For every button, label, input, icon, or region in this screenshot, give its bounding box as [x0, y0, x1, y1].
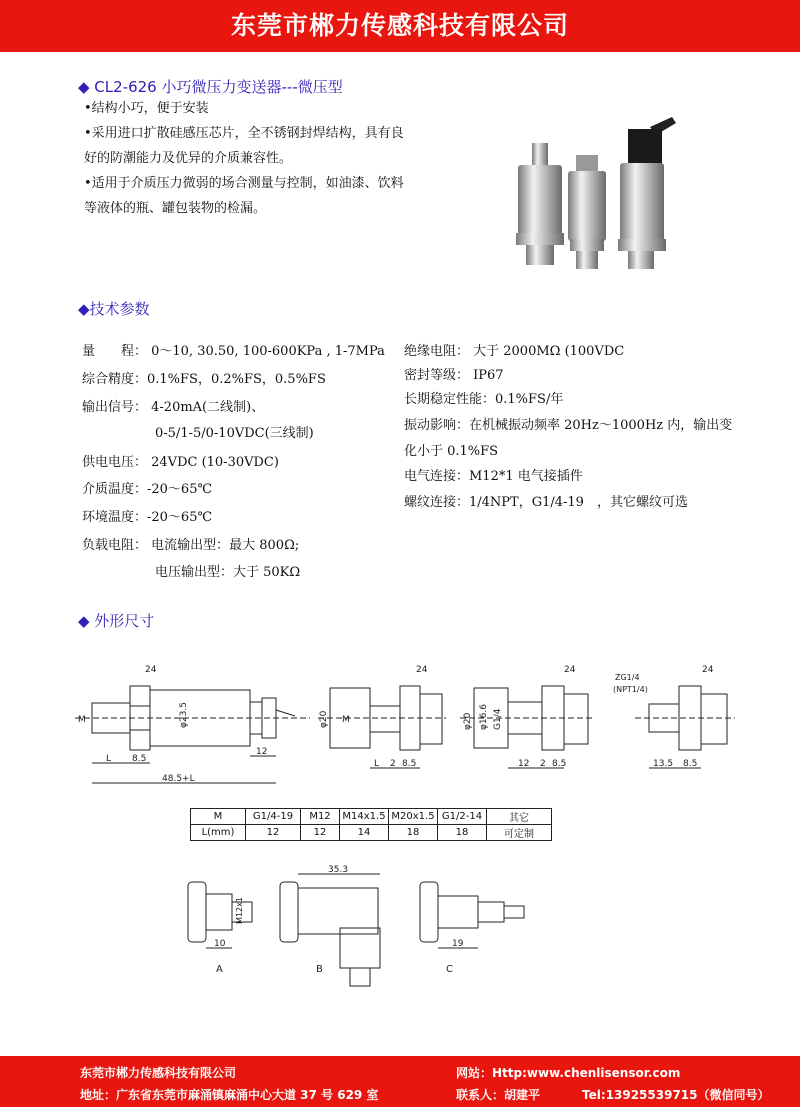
- svg-text:M: M: [78, 715, 86, 725]
- spec-accuracy: 综合精度：0.1%FS，0.2%FS，0.5%FS: [82, 372, 326, 387]
- spec-insulation: 绝缘电阻： 大于 2000MΩ (100VDC: [404, 344, 625, 359]
- feature-line: 好的防潮能力及优异的介质兼容性。: [84, 151, 293, 166]
- table-cell: 12: [301, 825, 340, 841]
- feature-list: [84, 96, 404, 221]
- spec-output-voltage: 0-5/1-5/0-10VDC(三线制): [155, 426, 314, 441]
- spec-vibration-2: 化小于 0.1%FS: [404, 444, 499, 459]
- connector-drawings: [180, 862, 560, 1006]
- spec-ambient-temp: 环境温度：-20～65℃: [82, 510, 213, 525]
- table-cell: M14x1.5: [340, 809, 389, 825]
- table-cell: 18: [438, 825, 487, 841]
- svg-text:M12x1: M12x1: [235, 897, 244, 924]
- dim-drawing-1: [70, 658, 330, 802]
- svg-text:M: M: [342, 715, 350, 725]
- feature-line: 等液体的瓶、罐包装物的检漏。: [84, 201, 267, 216]
- table-cell: 可定制: [487, 825, 552, 841]
- spec-stability: 长期稳定性能：0.1%FS/年: [404, 392, 564, 407]
- svg-text:φ20: φ20: [463, 712, 473, 730]
- svg-text:35.3: 35.3: [328, 865, 349, 875]
- spec-range: 量 程： 0～10, 30.50, 100-600KPa , 1-7MPa: [82, 344, 385, 359]
- spec-output: 输出信号： 4-20mA(二线制)、: [82, 400, 265, 415]
- svg-text:2: 2: [540, 759, 546, 769]
- table-cell: G1/2-14: [438, 809, 487, 825]
- svg-text:10: 10: [214, 939, 226, 949]
- product-title: ◆ CL2-626 小巧微压力变送器---微压型: [78, 78, 343, 96]
- table-header-row: [191, 809, 552, 825]
- label-a: A: [216, 964, 223, 975]
- spec-medium-temp: 介质温度：-20～65℃: [82, 482, 213, 497]
- spec-vibration: 振动影响：在机械振动频率 20Hz～1000Hz 内，输出变: [404, 418, 733, 433]
- dim-drawing-4: [605, 658, 740, 792]
- svg-text:φ20: φ20: [319, 710, 329, 728]
- spec-thread: 螺纹连接：1/4NPT，G1/4-19 ，其它螺纹可选: [404, 495, 688, 510]
- table-row: [191, 825, 552, 841]
- dimensions-title: ◆ 外形尺寸: [78, 612, 155, 630]
- svg-text:13.5: 13.5: [653, 759, 674, 769]
- table-cell: L(mm): [191, 825, 246, 841]
- table-cell: 14: [340, 825, 389, 841]
- svg-text:2: 2: [390, 759, 396, 769]
- table-cell: 18: [389, 825, 438, 841]
- page-header: 东莞市郴力传感科技有限公司: [0, 0, 800, 52]
- spec-load: 负载电阻： 电流输出型：最大 800Ω;: [82, 538, 300, 553]
- svg-text:24: 24: [564, 665, 576, 675]
- svg-text:8.5: 8.5: [402, 759, 417, 769]
- product-photo: [500, 115, 690, 279]
- svg-text:8.5: 8.5: [552, 759, 567, 769]
- table-cell: M20x1.5: [389, 809, 438, 825]
- footer-company: 东莞市郴力传感科技有限公司: [80, 1066, 237, 1080]
- table-cell: 12: [246, 825, 301, 841]
- table-cell: G1/4-19: [246, 809, 301, 825]
- wrench-size: 24: [145, 665, 157, 675]
- svg-text:12: 12: [256, 747, 268, 757]
- table-cell: M12: [301, 809, 340, 825]
- svg-text:24: 24: [702, 665, 714, 675]
- feature-line: •适用于介质压力微弱的场合测量与控制，如油漆、饮料: [84, 176, 404, 191]
- spec-electric: 电气连接：M12*1 电气接插件: [404, 469, 583, 484]
- feature-line: •采用进口扩散硅感压芯片，全不锈钢封焊结构，具有良: [84, 126, 404, 141]
- svg-text:24: 24: [416, 665, 428, 675]
- table-cell: 其它: [487, 809, 552, 825]
- specs-title: ◆技术参数: [78, 300, 150, 318]
- page-footer: [0, 1056, 800, 1107]
- footer-tel: Tel:13925539715（微信同号）: [582, 1088, 770, 1102]
- thread-table: [190, 808, 552, 841]
- feature-line: •结构小巧，便于安装: [84, 101, 209, 116]
- svg-text:8.5: 8.5: [132, 754, 147, 764]
- svg-text:L: L: [374, 759, 380, 769]
- svg-text:48.5+L: 48.5+L: [162, 774, 195, 784]
- footer-address: 地址：广东省东莞市麻涌镇麻涌中心大道 37 号 629 室: [80, 1088, 379, 1102]
- svg-text:G1/4: G1/4: [493, 708, 503, 730]
- svg-text:19: 19: [452, 939, 464, 949]
- footer-contact: 联系人：胡建平: [456, 1088, 541, 1102]
- svg-text:8.5: 8.5: [683, 759, 698, 769]
- label-b: B: [316, 964, 323, 975]
- spec-supply: 供电电压： 24VDC (10-30VDC): [82, 455, 279, 470]
- footer-website[interactable]: 网站：Http:www.chenlisensor.com: [456, 1066, 681, 1080]
- svg-text:φ23.5: φ23.5: [179, 702, 189, 728]
- table-cell: M: [191, 809, 246, 825]
- svg-text:(NPT1/4): (NPT1/4): [613, 685, 648, 694]
- spec-ip: 密封等级： IP67: [404, 368, 504, 383]
- label-c: C: [446, 964, 453, 975]
- svg-text:ZG1/4: ZG1/4: [615, 673, 640, 682]
- spec-load-voltage: 电压输出型：大于 50KΩ: [155, 565, 301, 580]
- dim-drawing-3: [460, 658, 595, 792]
- dim-drawing-2: [318, 658, 448, 792]
- svg-text:L: L: [106, 754, 112, 764]
- svg-text:φ16.6: φ16.6: [479, 704, 489, 730]
- svg-text:12: 12: [518, 759, 530, 769]
